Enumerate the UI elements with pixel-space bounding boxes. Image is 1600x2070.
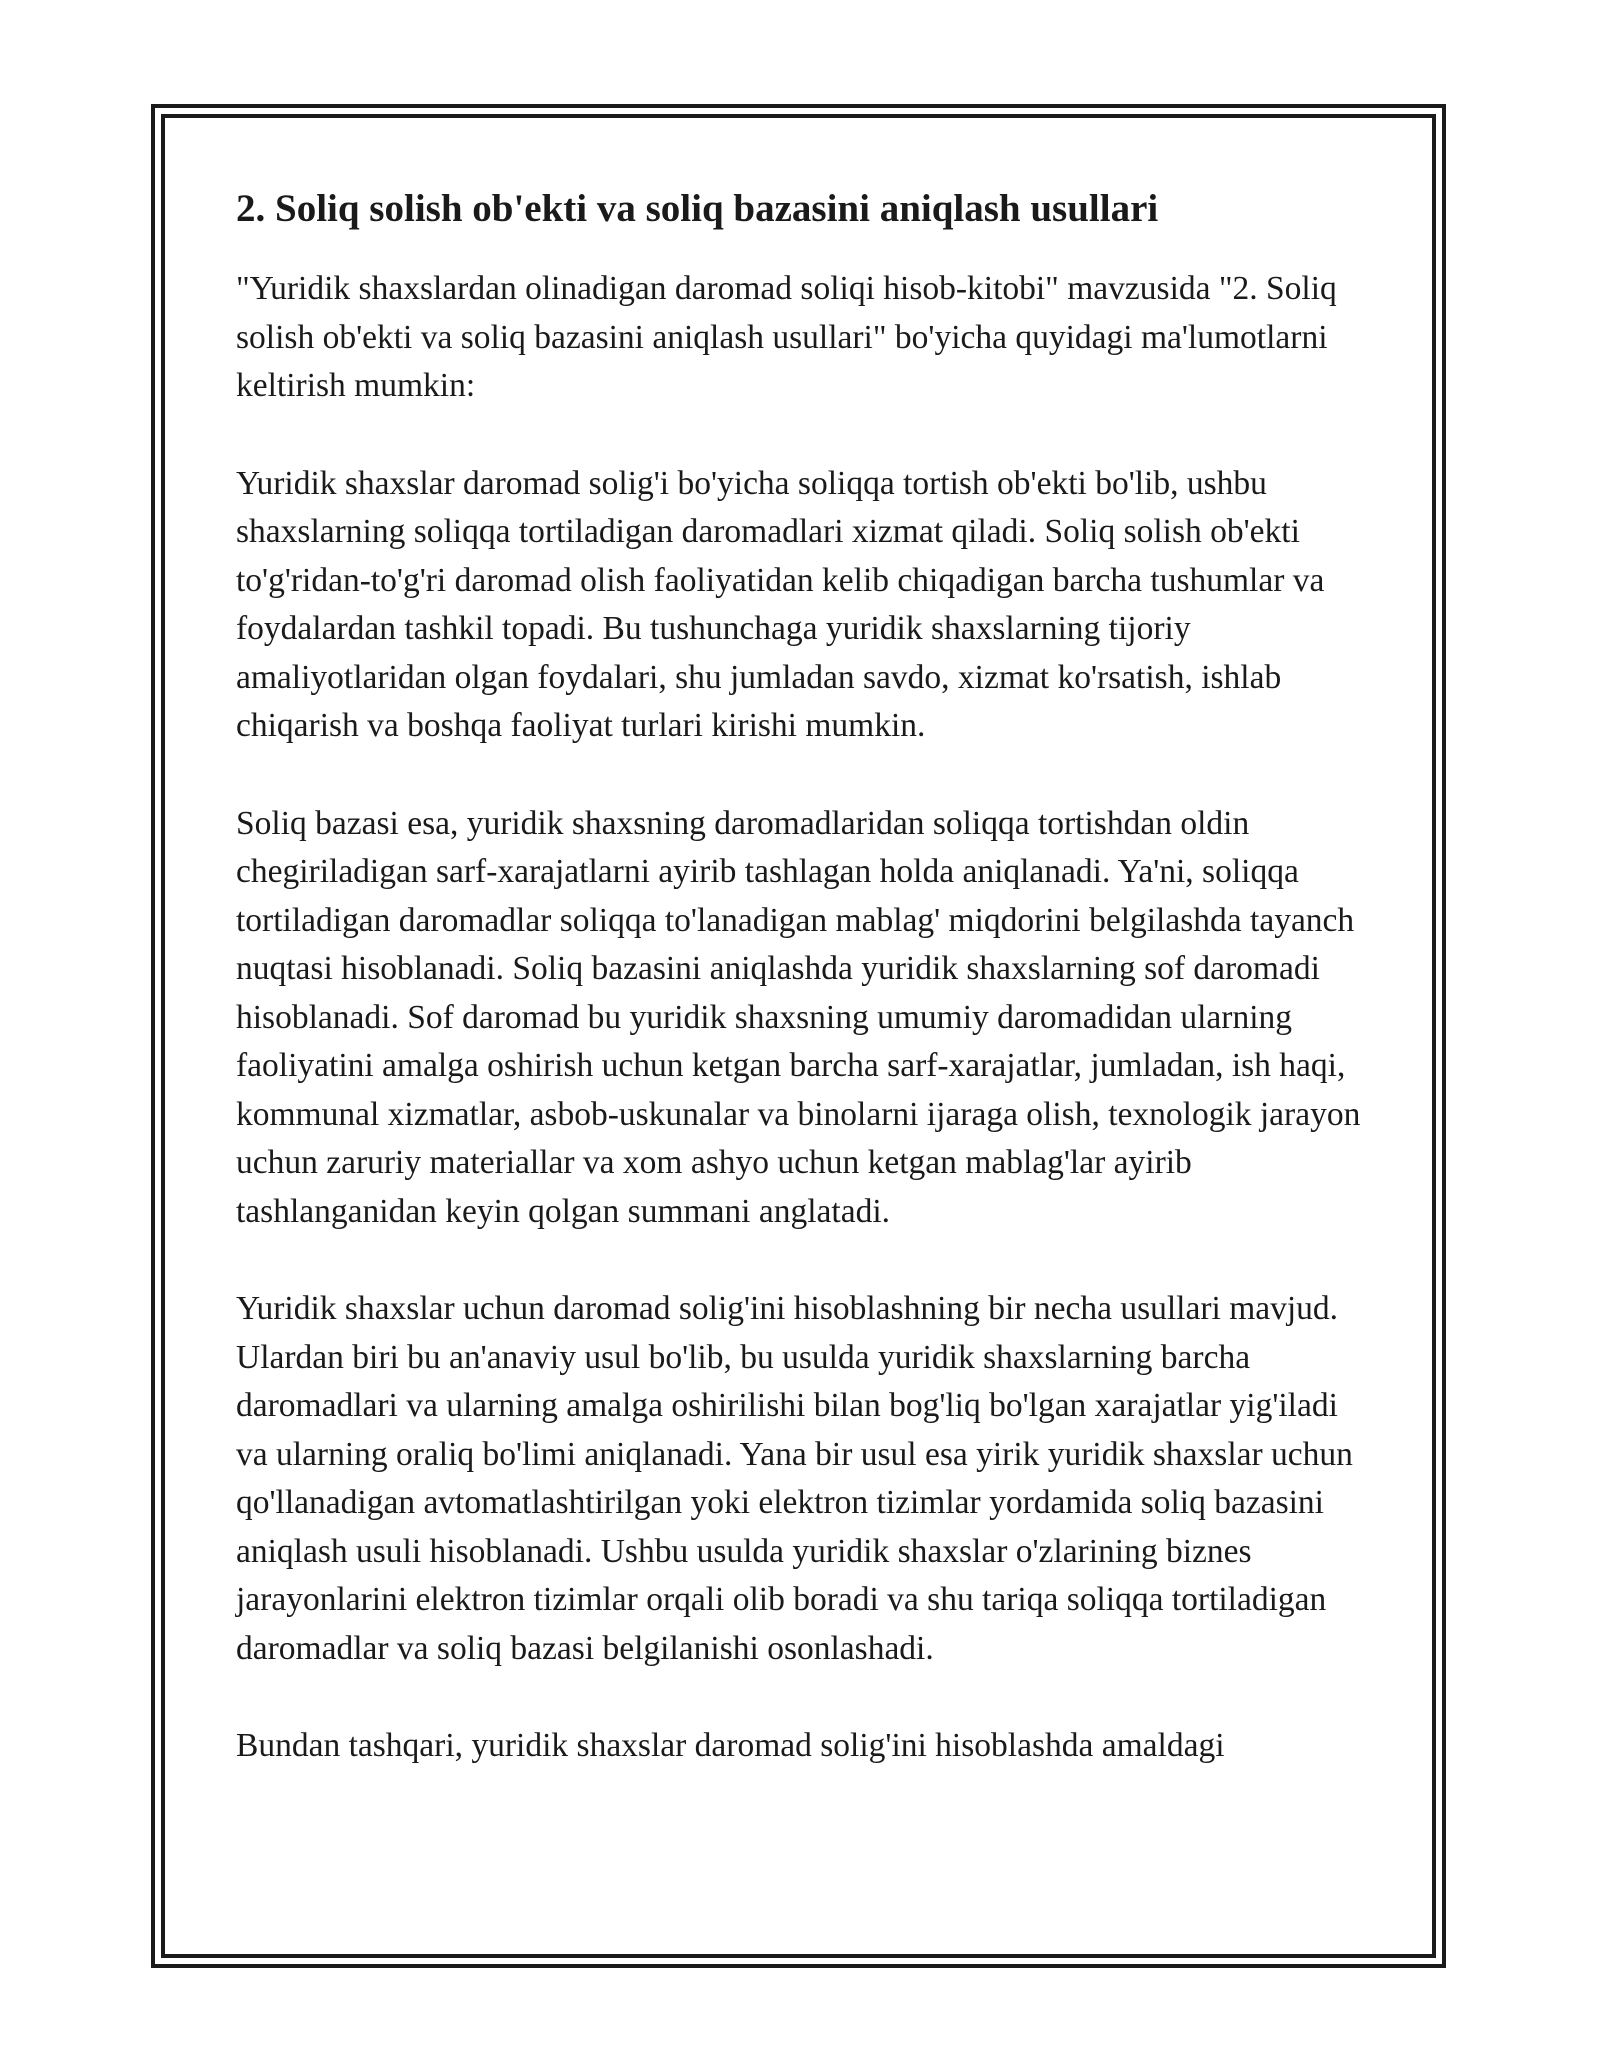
paragraph-tax-object: Yuridik shaxslar daromad solig'i bo'yicha soliqqa tortish ob'ekti bo'lib, ushbu shaxslarning soliqqa tortiladigan daromadlari xizmat qiladi. Soliq solish ob'ekti to'g'ridan-to'g'ri daromad olish faoliyatidan kelib chiqadigan barcha tushumlar va foydalardan tashkil topadi. Bu tushunchaga yuridik shaxslarning tijoriy amaliyotlaridan olgan foydalari, shu jumladan savdo, xizmat ko'rsatish, ishlab chiqarish va boshqa faoliyat turlari kirishi mumkin. — [236, 464, 1325, 744]
paragraph-intro: "Yuridik shaxslardan olinadigan daromad soliqi hisob-kitobi" mavzusida "2. Soliq solish ob'ekti va soliq bazasini aniqlash usullari" bo'yicha quyidagi ma'lumotlarni keltirish mumkin: — [236, 270, 1337, 404]
paragraph-calculation-methods: Yuridik shaxslar uchun daromad solig'ini hisoblashning bir necha usullari mavjud. Ulardan biri bu an'anaviy usul bo'lib, bu usulda yuridik shaxslarning barcha daromadlari va ularning amalga oshirilishi bilan bog'liq bo'lgan xarajatlar yig'iladi va ularning oraliq bo'limi aniqlanadi. Yana bir usul esa yirik yuridik shaxslar uchun qo'llanadigan avtomatlashtirilgan yoki elektron tizimlar yordamida soliq bazasini aniqlash usuli hisoblanadi. Ushbu usulda yuridik shaxslar o'zlarining biznes jarayonlarini elektron tizimlar orqali olib boradi va shu tariqa soliqqa tortiladigan daromadlar va soliq bazasi belgilanishi osonlashadi. — [236, 1290, 1353, 1667]
document-title: 2. Soliq solish ob'ekti va soliq bazasini aniqlash usullari — [236, 187, 1159, 230]
paragraph-tax-base: Soliq bazasi esa, yuridik shaxsning daromadlaridan soliqqa tortishdan oldin chegiriladigan sarf-xarajatlarni ayirib tashlagan holda aniqlanadi. Ya'ni, soliqqa tortiladigan daromadlar soliqqa to'lanadigan mablag' miqdorini belgilashda tayanch nuqtasi hisoblanadi. Soliq bazasini aniqlashda yuridik shaxslarning sof daromadi hisoblanadi. Sof daromad bu yuridik shaxsning umumiy daromadidan ularning faoliyatini amalga oshirish uchun ketgan barcha sarf-xarajatlar, jumladan, ish haqi, kommunal xizmatlar, asbob-uskunalar va binolarni ijaraga olish, texnologik jarayon uchun zaruriy materiallar va xom ashyo uchun ketgan mablag'lar ayirib tashlanganidan keyin qolgan summani anglatadi. — [236, 804, 1361, 1230]
document-body — [236, 185, 1376, 1820]
paragraph-continuation: Bundan tashqari, yuridik shaxslar daromad solig'ini hisoblashda amaldagi — [236, 1727, 1225, 1764]
